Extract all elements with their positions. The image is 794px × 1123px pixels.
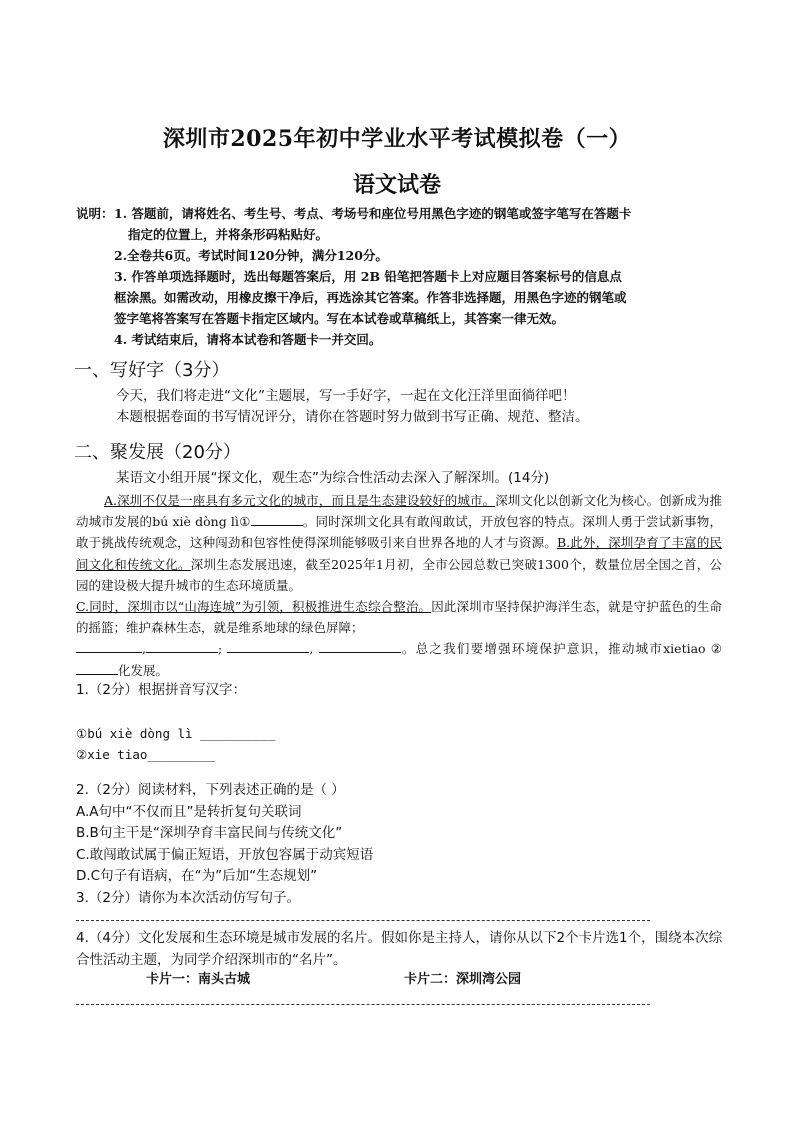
question-1-item-b: ②xie tiao_________ [76,747,216,762]
instruction-line: 签字笔将答案写在答题卡指定区域内。写在本试卷或草稿纸上，其答案一律无效。 [114,311,565,326]
question-2-prompt: 2.（2分）阅读材料，下列表述正确的是（ ） [76,782,345,798]
question-2 [76,780,726,909]
instruction-line: 指定的位置上，并将条形码粘贴好。 [128,227,329,242]
activity-intro: 某语文小组开展“探文化，观生态”为综合性活动去深入了解深圳。(14分) [116,470,550,486]
passage-text: 。同时深圳文化具有敢闯敢试，开放包容的特点。深圳人勇于尝试新事物，敢于挑战传统观念，这种闯劲和包容性使得深圳能够吸引来自世界各地的人才与资源。 [76,514,722,551]
passage-text: 化发展。 [118,662,169,678]
answer-line[interactable] [76,920,650,921]
instruction-line: 1. 答题前，请将姓名、考生号、考点、考场号和座位号用黑色字迹的钢笔或签字笔写在答题卡 [114,206,632,221]
sentence-a: A.深圳不仅是一座具有多元文化的城市，而且是生态建设较好的城市。 [104,493,496,508]
question-2-option-b[interactable]: B.B句主干是“深圳孕育丰富民间与传统文化” [76,825,343,841]
passage-text: 因此深圳市坚持保护海洋生态，就是守护蓝色的生命的摇篮；维护森林生态，就是维系地球的绿色屏障； [76,599,722,636]
sentence-c: C.同时，深圳市以“山海连城”为引领，积极推进生态综合整治。 [76,599,432,615]
section1-body [76,386,722,428]
instructions [76,203,728,350]
question-2-option-c[interactable]: C.敢闯敢试属于偏正短语，开放包容属于动宾短语 [76,846,374,863]
question-1-item-a: ①bú xiè dòng lì __________ [76,725,276,741]
question-1-prompt: 1.（2分）根据拼音写汉字： [76,682,246,698]
exam-title: 深圳市2025年初中学业水平考试模拟卷（一） [162,126,632,152]
exam-subtitle: 语文试卷 [352,172,441,198]
answer-blank[interactable] [227,639,309,653]
reading-passage: A.深圳不仅是一座具有多元文化的城市，而且是生态建设较好的城市。深圳文化以创新文化为核心。创新成为推动城市发展的bú xiè dòng lì① 。同时深圳文化具有敢闯敢试，开放包容的特点。深圳人勇于尝试新事物，敢于挑战传统观念，这种闯劲和包容性使得深圳能够吸引来自世界各地的人才与资源。B.此外，深圳孕育了丰富的民间文化和传统文化。深圳生态发展迅速，截至2025年1月初，全市公园总数已突破1300个，数量位居全国之首，公园的建设极大提升城市的生态环境质量。 C.同时，深圳市以“山海连城”为引领，积极推进生态综合整治。因此深圳市坚持保护海洋生态，就是守护蓝色的生命的摇篮；维护森林生态，就是维系地球的绿色屏障； , ; , 。总之我们要增强环境保护意识，推动城市xietiao ②化发展。 [76,493,722,678]
instruction-line: 2.全卷共6页。考试时间120分钟，满分120分。 [114,248,388,263]
sentence-b: B.此外，深圳孕育了丰富的民间文化和传统文化。 [76,535,722,572]
section2-heading: 二、聚发展（20分） [74,442,241,463]
card-2[interactable]: 卡片二：深圳湾公园 [404,972,522,987]
question-4 [76,928,726,971]
section1-line: 本题根据卷面的书写情况评分，请你在答题时努力做到书写正确、规范、整洁。 [116,409,589,425]
question-2-option-a[interactable]: A.A句中“不仅而且”是转折复句关联词 [76,803,302,820]
instruction-line: 3. 作答单项选择题时，选出每题答案后，用 2B 铅笔把答题卡上对应题目答案标号的信息点 [114,269,622,284]
answer-blank[interactable] [319,639,401,653]
question-1 [76,680,726,766]
section1-line: 今天，我们将走进“文化”主题展，写一手好字，一起在文化汪洋里面徜徉吧！ [116,388,576,404]
answer-blank[interactable] [76,661,118,675]
passage-text: 深圳文化以创新文化为核心。创新成为推动城市发展的bú xiè dòng lì① [76,493,722,530]
instructions-lead: 说明： [76,206,114,221]
answer-blank[interactable] [251,512,303,526]
passage-text: 深圳生态发展迅速，截至2025年1月初，全市公园总数已突破1300个，数量位居全国之首，公园的建设极大提升城市的生态环境质量。 [76,556,722,593]
question-3-prompt: 3.（2分）请你为本次活动仿写句子。 [76,889,300,906]
card-1[interactable]: 卡片一：南头古城 [146,972,251,987]
instruction-line: 框涂黑。如需改动，用橡皮擦干净后，再选涂其它答案。作答非选择题，用黑色字迹的钢笔或 [114,290,627,305]
question-4-prompt: 4.（4分）文化发展和生态环境是城市发展的名片。假如你是主持人，请你从以下2个卡片选1个，围绕本次综合性活动主题，为同学介绍深圳市的“名片”。 [76,930,723,968]
passage-text: 。总之我们要增强环境保护意识，推动城市xietiao ② [400,641,722,657]
answer-line[interactable] [76,1004,650,1005]
section1-heading: 一、写好字（3分） [74,360,230,381]
answer-blank[interactable] [146,639,218,653]
instruction-line: 4. 考试结束后，请将本试卷和答题卡一并交回。 [114,332,382,347]
answer-blank[interactable] [76,639,142,653]
question-2-option-d[interactable]: D.C句子有语病，在“为”后加“生态规划” [76,868,318,884]
